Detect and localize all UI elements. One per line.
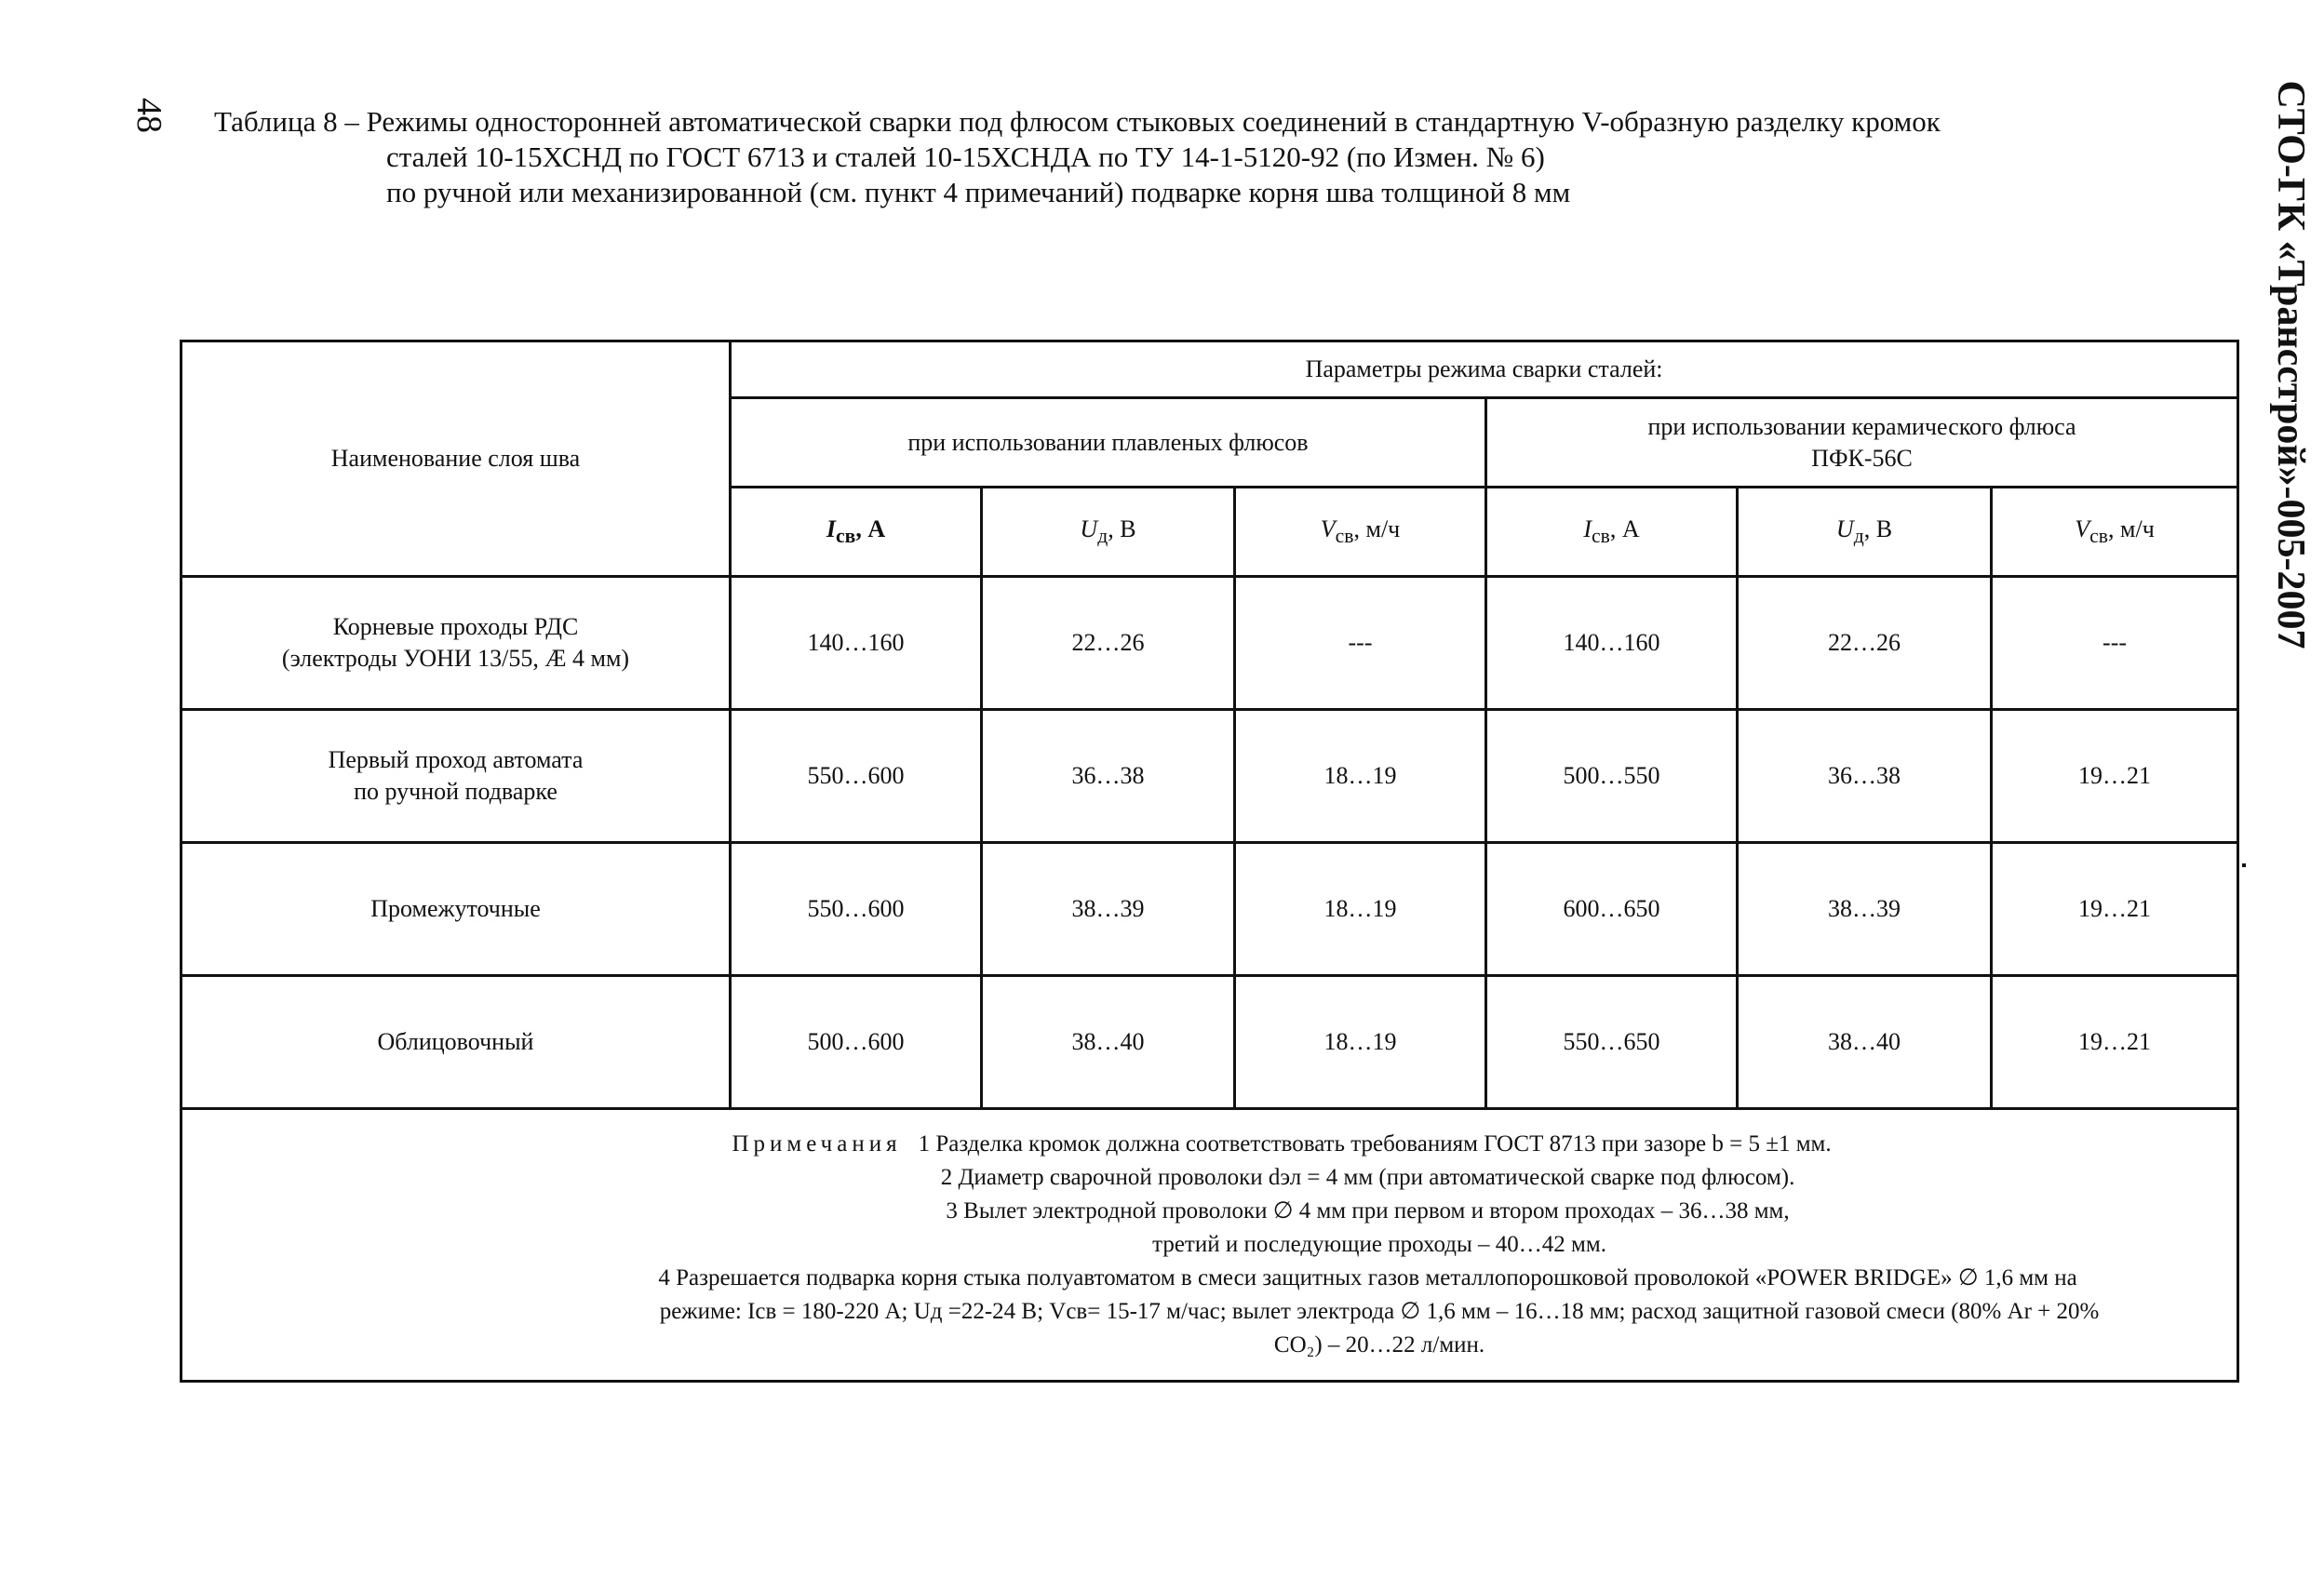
unit-header — [1235, 488, 1486, 577]
notes-label: Примечания — [732, 1131, 902, 1157]
value-cell: 18…19 — [1235, 710, 1486, 843]
unit-subscript: д — [1853, 525, 1864, 548]
unit-text: , В — [1108, 515, 1136, 542]
value-cell: 22…26 — [982, 577, 1235, 710]
value-cell: 19…21 — [1992, 976, 2238, 1109]
value-cell: 36…38 — [1738, 710, 1992, 843]
value-cell: 140…160 — [731, 577, 982, 710]
title-line-1: Таблица 8 – Режимы односторонней автоматической сварки под флюсом стыковых соединений в стандартную V-образную разделку кромок — [214, 105, 1941, 138]
layer-name-cell: Облицовочный — [181, 976, 731, 1109]
layer-name-cell — [181, 710, 731, 843]
value-cell: 500…600 — [731, 976, 982, 1109]
unit-symbol: U — [1835, 515, 1854, 542]
ceramic-flux-header — [1486, 398, 2238, 488]
value-cell: 38…40 — [1738, 976, 1992, 1109]
unit-symbol: U — [1080, 515, 1098, 542]
document-code — [2262, 76, 2319, 653]
header-row-params — [181, 341, 2238, 398]
page-number-text: 48 — [129, 98, 168, 133]
unit-text: , А — [1609, 515, 1640, 542]
value-cell: 38…39 — [1738, 843, 1992, 976]
unit-symbol: V — [1320, 515, 1336, 542]
value-cell: 500…550 — [1486, 710, 1738, 843]
note-2: 2 Диаметр сварочной проволоки dэл = 4 мм (при автоматической сварке под флюсом). — [940, 1165, 1795, 1190]
unit-header — [1992, 488, 2238, 577]
value-cell: 18…19 — [1235, 843, 1486, 976]
unit-subscript: св — [836, 525, 856, 548]
layer-name-header: Наименование слоя шва — [181, 341, 731, 577]
margin-mark — [2242, 863, 2246, 867]
unit-header — [982, 488, 1235, 577]
value-cell: 550…600 — [731, 710, 982, 843]
value-cell: --- — [1992, 577, 2238, 710]
value-cell: 550…600 — [731, 843, 982, 976]
ceramic-flux-header-line-2: ПФК-56С — [1811, 444, 1913, 472]
layer-name-line-2: (электроды УОНИ 13/55, Æ 4 мм) — [281, 645, 630, 672]
layer-name-line-2: по ручной подварке — [354, 778, 557, 805]
value-cell: 550…650 — [1486, 976, 1738, 1109]
note-4a: 4 Разрешается подварка корня стыка полуавтоматом в смеси защитных газов металлопорошковой проволокой «POWER BRIDGE» ∅ 1,6 мм на — [658, 1265, 2077, 1290]
table-row — [181, 976, 2238, 1109]
layer-name-line-1: Корневые проходы РДС — [332, 613, 579, 640]
unit-text: , м/ч — [2108, 515, 2155, 542]
unit-header — [731, 488, 982, 577]
layer-name-line-1: Первый проход автомата — [328, 746, 584, 773]
table-row — [181, 577, 2238, 710]
unit-symbol: I — [1583, 515, 1592, 542]
value-cell: 38…39 — [982, 843, 1235, 976]
notes-cell — [181, 1109, 2238, 1382]
note-3b: третий и последующие проходы – 40…42 мм. — [1152, 1232, 1606, 1257]
value-cell: 36…38 — [982, 710, 1235, 843]
note-4b: режиме: Iсв = 180-220 А; Uд =22-24 В; Vсв= 15-17 м/час; вылет электрода ∅ 1,6 мм – 16…18 мм; расход защитной газовой смеси (80% Ar + 20% — [659, 1299, 2100, 1324]
table-row — [181, 710, 2238, 843]
unit-subscript: св — [1335, 525, 1354, 548]
unit-subscript: д — [1097, 525, 1108, 548]
value-cell: 38…40 — [982, 976, 1235, 1109]
unit-symbol: I — [826, 515, 837, 542]
unit-text: , В — [1863, 515, 1893, 542]
value-cell: 19…21 — [1992, 710, 2238, 843]
value-cell: 140…160 — [1486, 577, 1738, 710]
unit-subscript: св — [2089, 525, 2109, 548]
value-cell: 18…19 — [1235, 976, 1486, 1109]
table-title — [214, 104, 2206, 210]
note-1: 1 Разделка кромок должна соответствовать требованиям ГОСТ 8713 при зазоре b = 5 ±1 мм. — [918, 1131, 1832, 1157]
unit-header — [1738, 488, 1992, 577]
params-header: Параметры режима сварки сталей: — [731, 341, 2238, 398]
value-cell: 600…650 — [1486, 843, 1738, 976]
note-4c: CO₂) – 20…22 л/мин. — [1273, 1332, 1485, 1357]
title-line-2: сталей 10-15ХСНД по ГОСТ 6713 и сталей 10-15ХСНДА по ТУ 14-1-5120-92 (по Измен. № 6) — [386, 140, 1545, 173]
unit-subscript: св — [1592, 525, 1610, 548]
unit-text: , м/ч — [1353, 515, 1401, 542]
unit-symbol: V — [2075, 515, 2090, 542]
note-3a: 3 Вылет электродной проволоки ∅ 4 мм при первом и втором проходах – 36…38 мм, — [946, 1198, 1790, 1224]
table-row — [181, 843, 2238, 976]
welding-modes-table — [180, 340, 2239, 1383]
page-number — [115, 82, 182, 149]
value-cell: 22…26 — [1738, 577, 1992, 710]
layer-name-cell: Промежуточные — [181, 843, 731, 976]
value-cell: 19…21 — [1992, 843, 2238, 976]
unit-header — [1486, 488, 1738, 577]
document-code-text: СТО-ГК «Трансстрой»-005-2007 — [2269, 80, 2312, 649]
ceramic-flux-header-line-1: при использовании керамического флюса — [1647, 412, 2076, 440]
fused-flux-header: при использовании плавленых флюсов — [731, 398, 1486, 488]
title-line-3: по ручной или механизированной (см. пункт 4 примечаний) подварке корня шва толщиной 8 мм — [386, 176, 1571, 208]
notes-row — [181, 1109, 2238, 1382]
unit-text: , А — [855, 515, 886, 542]
note-1-line — [192, 1128, 2227, 1161]
value-cell: --- — [1235, 577, 1486, 710]
layer-name-cell — [181, 577, 731, 710]
